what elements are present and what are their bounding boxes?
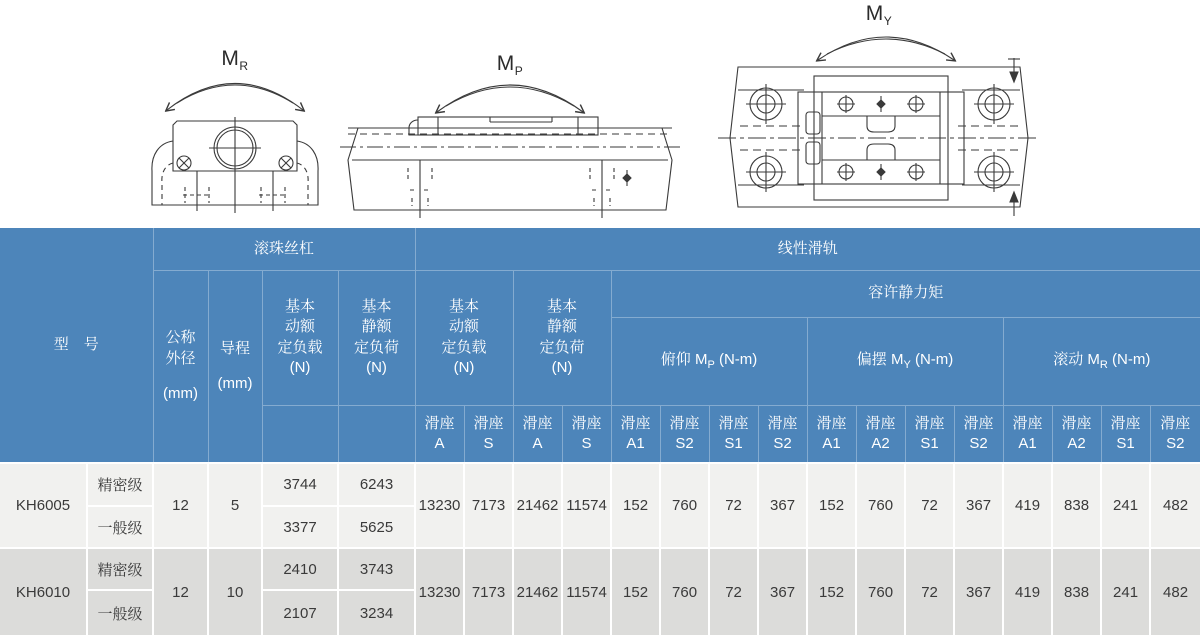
guide-value-cell: 760 bbox=[660, 463, 709, 548]
bs-dyn-cell: 2410 bbox=[262, 548, 338, 590]
table-row bbox=[0, 463, 1200, 506]
bs-dyn-cell: 3377 bbox=[262, 506, 338, 548]
guide-value-cell: 419 bbox=[1003, 463, 1052, 548]
col-header-lead: 导程 (mm) bbox=[208, 270, 262, 463]
moment-diagrams bbox=[0, 0, 1200, 228]
guide-value-cell: 72 bbox=[709, 463, 758, 548]
guide-value-cell: 367 bbox=[758, 463, 807, 548]
bs-stat-cell: 3743 bbox=[338, 548, 415, 590]
col-header-carriage-dyn-a: 滑座 A bbox=[415, 405, 464, 463]
bs-dyn-cell: 3744 bbox=[262, 463, 338, 506]
group-header-allowable-static-moment: 容许静力矩 bbox=[611, 270, 1200, 317]
bs-stat-cell: 6243 bbox=[338, 463, 415, 506]
col-header-lg-dynamic-load: 基本 动额 定负载 (N) bbox=[415, 270, 513, 405]
spacer-cell bbox=[262, 405, 338, 463]
grade-cell: 一般级 bbox=[87, 506, 153, 548]
col-header-bs-dynamic-load: 基本 动额 定负载 (N) bbox=[262, 270, 338, 405]
yaw-moment-diagram bbox=[718, 0, 1040, 228]
guide-value-cell: 72 bbox=[709, 548, 758, 635]
bs-stat-cell: 3234 bbox=[338, 590, 415, 635]
od-cell: 12 bbox=[153, 463, 208, 548]
yaw-moment-drawing bbox=[718, 0, 1040, 228]
od-cell: 12 bbox=[153, 548, 208, 635]
grade-cell: 精密级 bbox=[87, 548, 153, 590]
guide-value-cell: 13230 bbox=[415, 463, 464, 548]
bs-stat-cell: 5625 bbox=[338, 506, 415, 548]
guide-value-cell: 838 bbox=[1052, 548, 1101, 635]
guide-value-cell: 760 bbox=[660, 548, 709, 635]
guide-value-cell: 152 bbox=[611, 548, 660, 635]
guide-value-cell: 482 bbox=[1150, 463, 1200, 548]
guide-value-cell: 760 bbox=[856, 548, 905, 635]
guide-value-cell: 760 bbox=[856, 463, 905, 548]
roll-moment-diagram bbox=[135, 45, 335, 228]
guide-value-cell: 152 bbox=[807, 463, 856, 548]
col-header-model: 型 号 bbox=[0, 228, 153, 463]
col-header-carriage-mp-3: 滑座 S1 bbox=[709, 405, 758, 463]
col-header-carriage-mr-3: 滑座 S1 bbox=[1101, 405, 1150, 463]
col-header-carriage-mp-4: 滑座 S2 bbox=[758, 405, 807, 463]
guide-value-cell: 838 bbox=[1052, 463, 1101, 548]
table-row bbox=[0, 548, 1200, 590]
col-header-carriage-mp-2: 滑座 S2 bbox=[660, 405, 709, 463]
col-header-roll-moment: 滚动 $M_R$ (N-m) bbox=[1003, 317, 1200, 405]
grade-cell: 精密级 bbox=[87, 463, 153, 506]
col-header-nominal-od: 公称 外径 (mm) bbox=[153, 270, 208, 463]
group-header-linear-guide: 线性滑轨 bbox=[415, 228, 1200, 270]
grade-cell: 一般级 bbox=[87, 590, 153, 635]
col-header-carriage-my-3: 滑座 S1 bbox=[905, 405, 954, 463]
pitch-moment-diagram bbox=[340, 50, 680, 222]
lead-cell: 10 bbox=[208, 548, 262, 635]
col-header-carriage-mr-2: 滑座 A2 bbox=[1052, 405, 1101, 463]
guide-value-cell: 72 bbox=[905, 463, 954, 548]
spacer-cell bbox=[338, 405, 415, 463]
bs-dyn-cell: 2107 bbox=[262, 590, 338, 635]
guide-value-cell: 241 bbox=[1101, 463, 1150, 548]
guide-value-cell: 367 bbox=[954, 463, 1003, 548]
col-header-pitch-moment: 俯仰 $M_P$ (N-m) bbox=[611, 317, 807, 405]
guide-value-cell: 152 bbox=[611, 463, 660, 548]
col-header-carriage-dyn-s: 滑座 S bbox=[464, 405, 513, 463]
roll-moment-label: $M_R$ bbox=[221, 47, 249, 74]
guide-value-cell: 7173 bbox=[464, 463, 513, 548]
guide-value-cell: 367 bbox=[954, 548, 1003, 635]
col-header-yaw-moment: 偏摆 $M_Y$ (N-m) bbox=[807, 317, 1003, 405]
yaw-moment-label: $M_Y$ bbox=[865, 2, 893, 29]
col-header-carriage-my-2: 滑座 A2 bbox=[856, 405, 905, 463]
group-header-ball-screw: 滚珠丝杠 bbox=[153, 228, 415, 270]
guide-value-cell: 367 bbox=[758, 548, 807, 635]
model-cell: KH6005 bbox=[0, 463, 87, 548]
spec-table bbox=[0, 228, 1200, 635]
col-header-carriage-stat-s: 滑座 S bbox=[562, 405, 611, 463]
model-cell: KH6010 bbox=[0, 548, 87, 635]
guide-value-cell: 72 bbox=[905, 548, 954, 635]
col-header-carriage-my-4: 滑座 S2 bbox=[954, 405, 1003, 463]
guide-value-cell: 11574 bbox=[562, 463, 611, 548]
guide-value-cell: 21462 bbox=[513, 548, 562, 635]
guide-value-cell: 152 bbox=[807, 548, 856, 635]
guide-value-cell: 7173 bbox=[464, 548, 513, 635]
col-header-lg-static-load: 基本 静额 定负荷 (N) bbox=[513, 270, 611, 405]
guide-value-cell: 482 bbox=[1150, 548, 1200, 635]
guide-value-cell: 21462 bbox=[513, 463, 562, 548]
col-header-carriage-mr-1: 滑座 A1 bbox=[1003, 405, 1052, 463]
guide-value-cell: 11574 bbox=[562, 548, 611, 635]
pitch-moment-label: $M_P$ bbox=[496, 52, 524, 79]
col-header-carriage-mr-4: 滑座 S2 bbox=[1150, 405, 1200, 463]
guide-value-cell: 241 bbox=[1101, 548, 1150, 635]
col-header-carriage-mp-1: 滑座 A1 bbox=[611, 405, 660, 463]
col-header-bs-static-load: 基本 静额 定负荷 (N) bbox=[338, 270, 415, 405]
lead-cell: 5 bbox=[208, 463, 262, 548]
col-header-carriage-my-1: 滑座 A1 bbox=[807, 405, 856, 463]
col-header-carriage-stat-a: 滑座 A bbox=[513, 405, 562, 463]
guide-value-cell: 419 bbox=[1003, 548, 1052, 635]
guide-value-cell: 13230 bbox=[415, 548, 464, 635]
